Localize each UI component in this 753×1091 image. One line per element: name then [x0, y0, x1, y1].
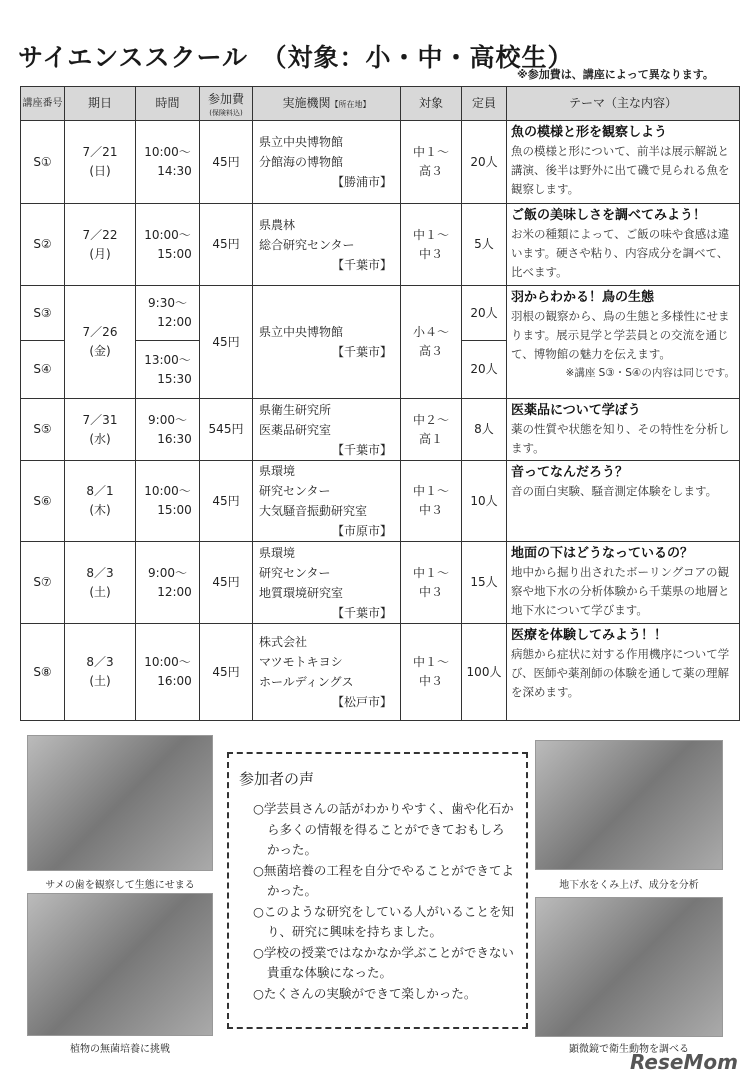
course-target: 中１〜 中３: [401, 461, 462, 542]
course-capacity: 15人: [462, 542, 507, 624]
fee-note: ※参加費は、講座によって異なります。: [517, 68, 714, 81]
course-fee: 45円: [200, 286, 253, 399]
course-number: S⑥: [21, 461, 65, 542]
course-target: 中１〜 中３: [401, 204, 462, 286]
caption: 地下水をくみ上げ、成分を分析: [559, 880, 699, 891]
course-theme: 羽からわかる！鳥の生態 羽根の観察から、鳥の生態と多様性にせまります。展示見学と学芸員との交流を通じて、博物館の魅力を伝えます。 ※講座 S③・S④の内容は同じです。: [507, 286, 740, 399]
course-org: 県衛生研究所 医薬品研究室 【千葉市】: [253, 399, 401, 461]
course-target: 小４〜 高３: [401, 286, 462, 399]
course-theme: 音ってなんだろう？ 音の面白実験、騒音測定体験をします。: [507, 461, 740, 542]
table-row: [21, 121, 740, 204]
header-org: 実施機関【所在地】: [253, 87, 401, 121]
table-row: [21, 624, 740, 721]
course-time: 13:00〜 15:30: [136, 341, 200, 399]
course-target: 中２〜 高１: [401, 399, 462, 461]
course-theme: 医療を体験してみよう！！ 病態から症状に対する作用機序について学び、医師や薬剤師の体験を通して薬の理解を深めます。: [507, 624, 740, 721]
course-theme: 医薬品について学ぼう 薬の性質や状態を知り、その特性を分析します。: [507, 399, 740, 461]
resemom-logo: ReseMom: [630, 1050, 738, 1074]
course-date: 7／31 (水): [65, 399, 136, 461]
course-time: 10:00〜 16:00: [136, 624, 200, 721]
photo-groundwater: [535, 740, 723, 870]
photo-plant-culture: [27, 893, 213, 1036]
table-row: [21, 286, 740, 341]
course-target: 中１〜 中３: [401, 624, 462, 721]
course-target: 中１〜 高３: [401, 121, 462, 204]
header-date: 期日: [65, 87, 136, 121]
course-time: 10:00〜 14:30: [136, 121, 200, 204]
header-capacity: 定員: [462, 87, 507, 121]
header-fee: 参加費 (保険料込): [200, 87, 253, 121]
course-fee: 45円: [200, 121, 253, 204]
course-theme: 魚の模様と形を観察しよう 魚の模様と形について、前半は展示解説と講演、後半は野外に出て磯で見られる魚を観察します。: [507, 121, 740, 204]
course-org: 県立中央博物館 【千葉市】: [253, 286, 401, 399]
caption: 植物の無菌培養に挑戦: [70, 1044, 170, 1055]
course-number: S⑤: [21, 399, 65, 461]
participant-voices: [227, 752, 528, 1029]
photo-shark-teeth: [27, 735, 213, 871]
course-capacity: 100人: [462, 624, 507, 721]
course-org: 県農林 総合研究センター 【千葉市】: [253, 204, 401, 286]
course-number: S①: [21, 121, 65, 204]
course-number: S③: [21, 286, 65, 341]
course-time: 9:00〜 12:00: [136, 542, 200, 624]
course-capacity: 8人: [462, 399, 507, 461]
course-capacity: 20人: [462, 286, 507, 341]
course-capacity: 20人: [462, 341, 507, 399]
course-org: 県環境 研究センター 地質環境研究室 【千葉市】: [253, 542, 401, 624]
course-org: 県立中央博物館 分館海の博物館 【勝浦市】: [253, 121, 401, 204]
course-fee: 45円: [200, 204, 253, 286]
course-number: S⑦: [21, 542, 65, 624]
voice-item: ○学芸員さんの話がわかりやすく、歯や化石から多くの情報を得ることができておもしろかった。: [253, 801, 514, 857]
course-number: S④: [21, 341, 65, 399]
course-date: 7／21 (日): [65, 121, 136, 204]
table-row: [21, 461, 740, 542]
table-row: [21, 204, 740, 286]
course-date: 7／22 (月): [65, 204, 136, 286]
voice-item: ○無菌培養の工程を自分でやることができてよかった。: [253, 862, 514, 898]
table-header: [21, 87, 740, 121]
course-capacity: 10人: [462, 461, 507, 542]
course-time: 9:30〜 12:00: [136, 286, 200, 341]
caption: サメの歯を観察して生態にせまる: [45, 880, 195, 891]
header-no: 講座番号: [21, 87, 65, 121]
course-org: 株式会社 マツモトキヨシ ホールディングス 【松戸市】: [253, 624, 401, 721]
course-target: 中１〜 中３: [401, 542, 462, 624]
voices-title: 参加者の声: [239, 770, 315, 788]
course-capacity: 20人: [462, 121, 507, 204]
course-fee: 45円: [200, 624, 253, 721]
course-number: S⑧: [21, 624, 65, 721]
photo-microscope: [535, 897, 723, 1037]
header-target: 対象: [401, 87, 462, 121]
voice-item: ○たくさんの実験ができて楽しかった。: [253, 985, 477, 1001]
course-capacity: 5人: [462, 204, 507, 286]
course-org: 県環境 研究センター 大気騒音振動研究室 【市原市】: [253, 461, 401, 542]
course-time: 10:00〜 15:00: [136, 204, 200, 286]
voice-item: ○学校の授業ではなかなか学ぶことができない貴重な体験になった。: [253, 944, 514, 980]
voice-item: ○このような研究をしている人がいることを知り、研究に興味を持ちました。: [253, 903, 514, 939]
course-table: [20, 86, 740, 721]
course-fee: 45円: [200, 542, 253, 624]
course-number: S②: [21, 204, 65, 286]
caption: 顕微鏡で衛生動物を調べる: [569, 1044, 689, 1055]
course-date: 8／3 (土): [65, 624, 136, 721]
header-time: 時間: [136, 87, 200, 121]
table-row: [21, 542, 740, 624]
page-title: サイエンススクール （対象：小・中・高校生）: [18, 43, 574, 72]
course-date: 7／26 (金): [65, 286, 136, 399]
header-theme: テーマ（主な内容）: [507, 87, 740, 121]
table-row: [21, 399, 740, 461]
course-time: 10:00〜 15:00: [136, 461, 200, 542]
course-fee: 545円: [200, 399, 253, 461]
course-theme: ご飯の美味しさを調べてみよう！ お米の種類によって、ご飯の味や食感は違います。硬さや粘り、内容成分を調べて、比べます。: [507, 204, 740, 286]
course-date: 8／3 (土): [65, 542, 136, 624]
course-fee: 45円: [200, 461, 253, 542]
course-time: 9:00〜 16:30: [136, 399, 200, 461]
course-date: 8／1 (木): [65, 461, 136, 542]
course-theme: 地面の下はどうなっているの？ 地中から掘り出されたボーリングコアの観察や地下水の分析体験から千葉県の地層と地下水について学びます。: [507, 542, 740, 624]
